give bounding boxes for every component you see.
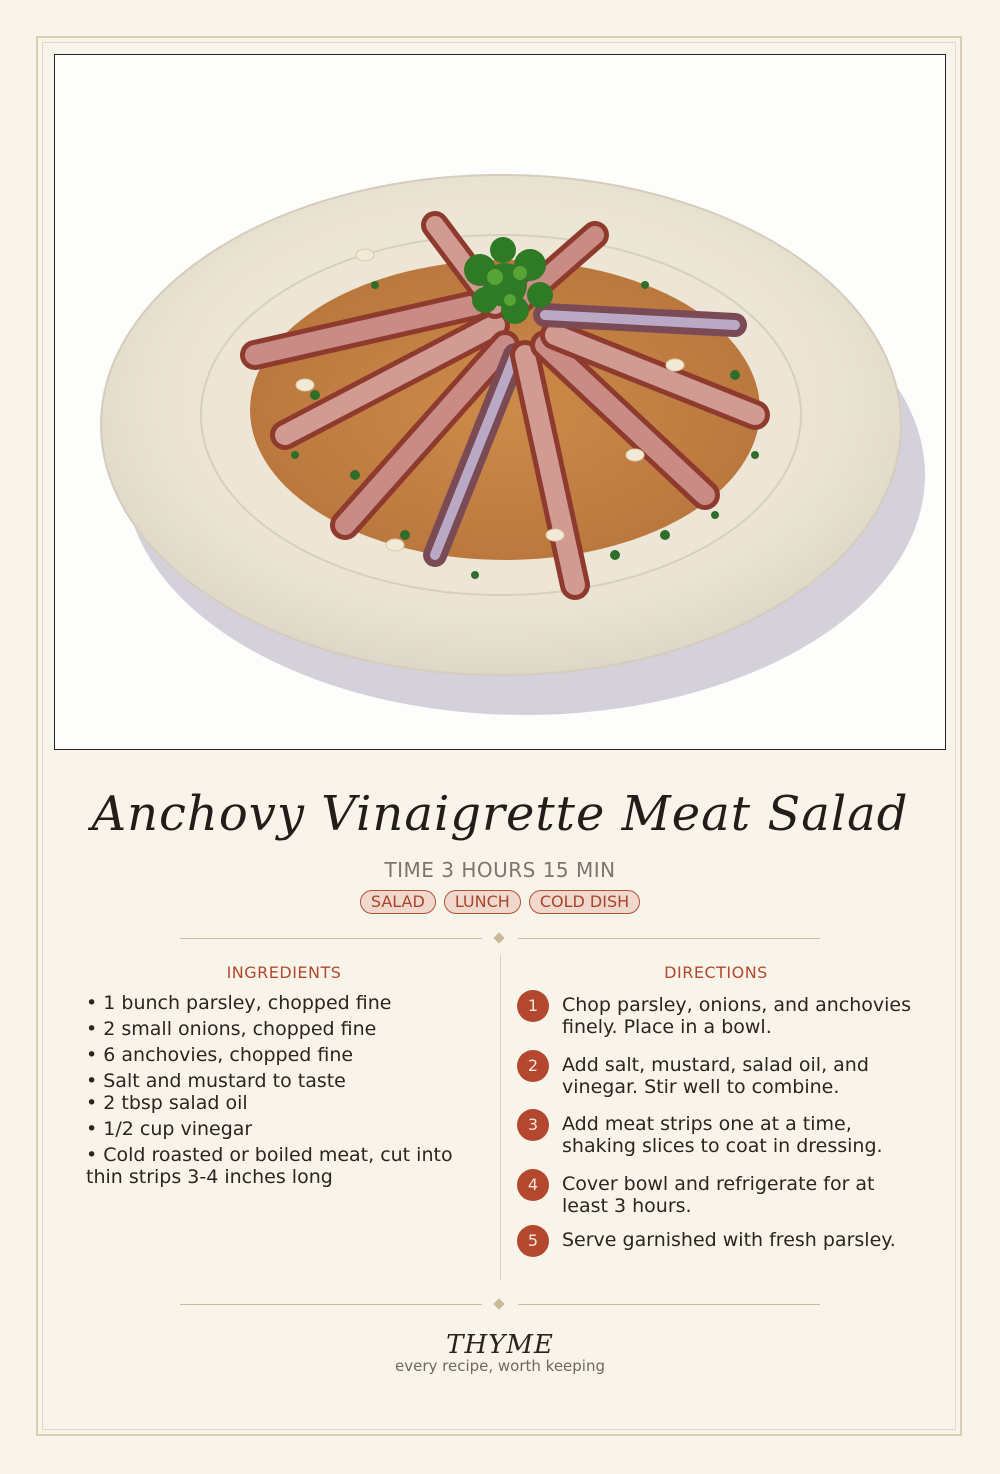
- divider-line: [180, 938, 482, 939]
- ingredient-item: • 2 small onions, chopped fine: [86, 1018, 486, 1040]
- tag-list: [0, 890, 1000, 914]
- cook-time: TIME 3 HOURS 15 MIN: [384, 858, 616, 882]
- section-divider-top: [180, 933, 820, 945]
- step-number-badge: 2: [517, 1050, 549, 1082]
- directions-heading: DIRECTIONS: [664, 963, 768, 982]
- step-text: Serve garnished with fresh parsley.: [562, 1229, 896, 1251]
- step-text: Add meat strips one at a time, shaking slices to coat in dressing.: [562, 1113, 883, 1157]
- recipe-title: Anchovy Vinaigrette Meat Salad: [91, 786, 909, 842]
- diamond-ornament-icon: [493, 1298, 504, 1309]
- step-number-badge: 4: [517, 1169, 549, 1201]
- direction-step: [517, 1169, 922, 1217]
- ingredient-item: • Salt and mustard to taste: [86, 1070, 486, 1092]
- divider-line: [518, 938, 820, 939]
- direction-step: [517, 1050, 922, 1098]
- direction-step: [517, 1109, 922, 1157]
- ingredient-item: • 6 anchovies, chopped fine: [86, 1044, 486, 1066]
- ingredient-item: • 1/2 cup vinegar: [86, 1118, 486, 1140]
- ingredient-item: • 2 tbsp salad oil: [86, 1092, 486, 1114]
- ingredients-list: [86, 992, 486, 1192]
- direction-step: [517, 1225, 922, 1257]
- step-number-badge: 1: [517, 990, 549, 1022]
- tag-salad[interactable]: SALAD: [360, 890, 436, 914]
- brand-tagline: every recipe, worth keeping: [394, 1357, 605, 1375]
- column-separator: [500, 955, 501, 1280]
- direction-step: [517, 990, 922, 1038]
- step-text: Cover bowl and refrigerate for at least 3 hours.: [562, 1173, 875, 1217]
- tag-lunch[interactable]: LUNCH: [444, 890, 521, 914]
- brand-logo[interactable]: THYME: [446, 1330, 554, 1360]
- step-text: Chop parsley, onions, and anchovies finely. Place in a bowl.: [562, 994, 912, 1038]
- divider-line: [518, 1304, 820, 1305]
- step-number-badge: 5: [517, 1225, 549, 1257]
- step-text: Add salt, mustard, salad oil, and vinegar. Stir well to combine.: [562, 1054, 869, 1098]
- ingredient-item: • 1 bunch parsley, chopped fine: [86, 992, 486, 1014]
- tag-cold-dish[interactable]: COLD DISH: [529, 890, 640, 914]
- divider-line: [180, 1304, 482, 1305]
- step-number-badge: 3: [517, 1109, 549, 1141]
- ingredients-heading: INGREDIENTS: [226, 963, 342, 982]
- dish-illustration: [54, 54, 946, 750]
- diamond-ornament-icon: [493, 932, 504, 943]
- ingredient-item: • Cold roasted or boiled meat, cut into thin strips 3-4 inches long: [86, 1144, 486, 1188]
- section-divider-bottom: [180, 1299, 820, 1311]
